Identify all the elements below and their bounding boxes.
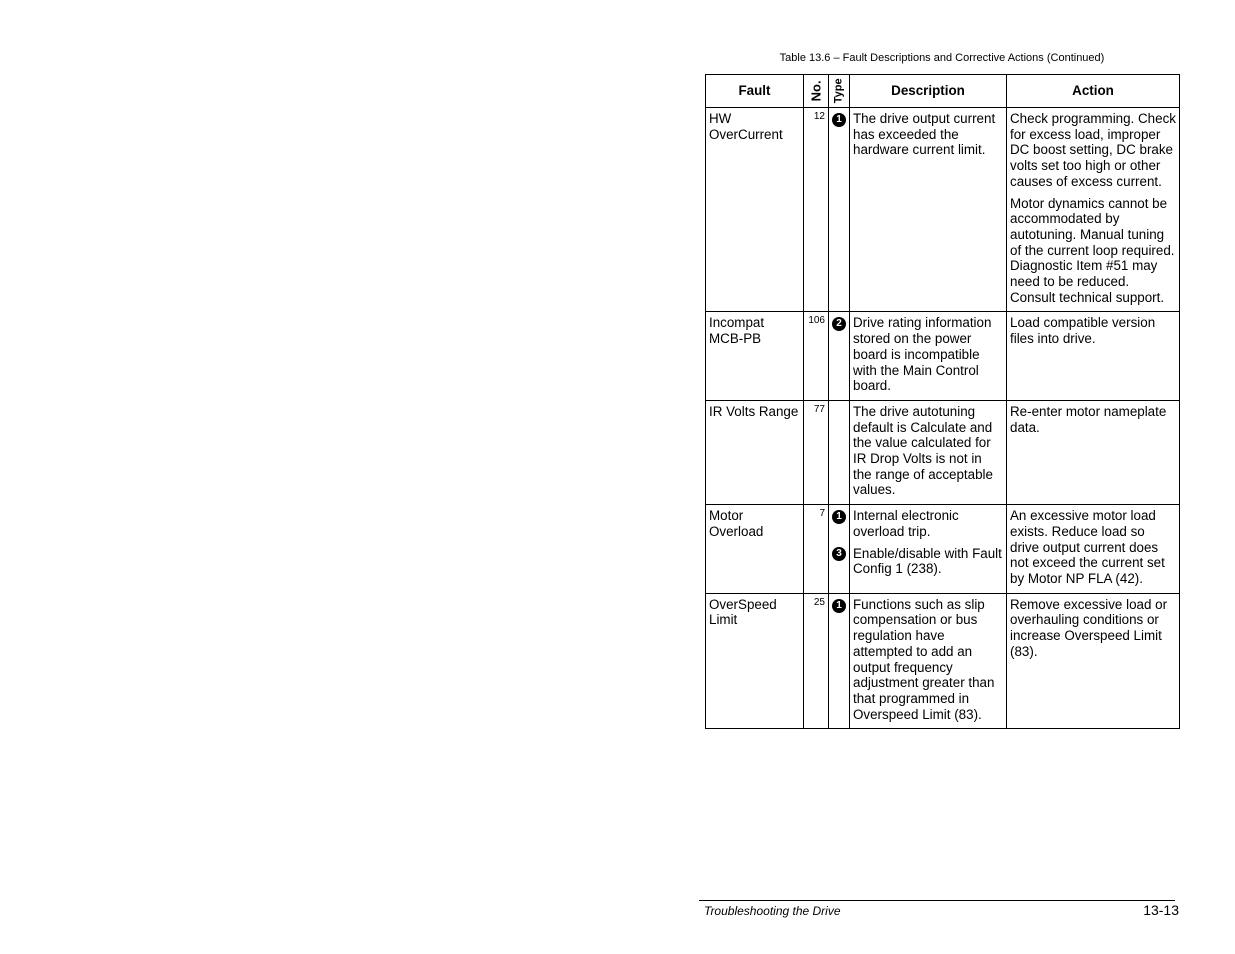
- fault-action: [1007, 312, 1180, 401]
- description-paragraph: Functions such as slip compensation or bus regulation have attempted to add an output frequency adjustment greater than that programmed in Overspeed Limit (83).: [853, 596, 995, 722]
- action-paragraph: An excessive motor load exists. Reduce load so drive output current does not exceed the current set by Motor NP FLA (42).: [1010, 508, 1165, 586]
- fault-description: [850, 593, 1007, 729]
- fault-type-badge-icon: 1: [832, 113, 846, 127]
- fault-name: HW OverCurrent: [706, 108, 804, 312]
- fault-type-badge-icon: 3: [832, 547, 846, 561]
- fault-type-badge-icon: 1: [832, 510, 846, 524]
- fault-number: 7: [804, 505, 829, 594]
- table-row: [706, 593, 1180, 729]
- fault-type: [829, 108, 850, 312]
- table-header-row: [706, 75, 1180, 108]
- table-caption: Table 13.6 – Fault Descriptions and Corrective Actions (Continued): [779, 52, 1105, 64]
- column-header-description: Description: [850, 75, 1007, 108]
- action-paragraph: Remove excessive load or overhauling conditions or increase Overspeed Limit (83).: [1010, 596, 1168, 659]
- table-body: [706, 108, 1180, 729]
- table-row: [706, 505, 1180, 594]
- fault-action: [1007, 400, 1180, 504]
- column-header-no-label: No.: [808, 80, 824, 102]
- fault-type-badge-icon: 2: [832, 317, 846, 331]
- fault-action: [1007, 108, 1180, 312]
- fault-type-badge-icon: 1: [832, 599, 846, 613]
- table-row: [706, 108, 1180, 312]
- action-paragraph: Check programming. Check for excess load, improper DC boost setting, DC brake volts set too high or other causes of excess current.: [1010, 111, 1176, 189]
- table-row: [706, 400, 1180, 504]
- fault-description: [850, 505, 1007, 594]
- description-paragraph: Drive rating information stored on the power board is incompatible with the Main Control board.: [853, 315, 992, 394]
- footer-page-number: 13-13: [1143, 902, 1179, 918]
- fault-type: [829, 400, 850, 504]
- fault-description: [850, 108, 1007, 312]
- description-paragraph: Enable/disable with Fault Config 1 (238).: [853, 545, 1002, 577]
- action-paragraph: Motor dynamics cannot be accommodated by autotuning. Manual tuning of the current loop required. Diagnostic Item #51 may need to be reduced. Consult technical support.: [1010, 195, 1175, 305]
- fault-name: IR Volts Range: [706, 400, 804, 504]
- fault-type: [829, 312, 850, 401]
- fault-number: 77: [804, 400, 829, 504]
- footer-divider: [699, 900, 1175, 901]
- fault-description: [850, 312, 1007, 401]
- fault-action: [1007, 505, 1180, 594]
- fault-description: [850, 400, 1007, 504]
- description-paragraph: Internal electronic overload trip.: [853, 508, 959, 539]
- fault-number: 106: [804, 312, 829, 401]
- fault-type: [829, 593, 850, 729]
- fault-number: 25: [804, 593, 829, 729]
- description-paragraph: The drive output current has exceeded the hardware current limit.: [853, 111, 996, 158]
- column-header-action: Action: [1007, 75, 1180, 108]
- action-paragraph: Load compatible version files into drive.: [1010, 315, 1156, 347]
- column-header-type-label: Type: [832, 78, 845, 104]
- fault-name: OverSpeed Limit: [706, 593, 804, 729]
- footer-section-title: Troubleshooting the Drive: [704, 904, 841, 918]
- fault-name: Motor Overload: [706, 505, 804, 594]
- column-header-type: [829, 75, 850, 108]
- column-header-fault: Fault: [706, 75, 804, 108]
- fault-action: [1007, 593, 1180, 729]
- fault-type: [829, 505, 850, 594]
- fault-name: Incompat MCB-PB: [706, 312, 804, 401]
- description-paragraph: The drive autotuning default is Calculate and the value calculated for IR Drop Volts is not in the range of acceptable values.: [853, 403, 993, 498]
- column-header-no: [804, 75, 829, 108]
- table-row: [706, 312, 1180, 401]
- fault-number: 12: [804, 108, 829, 312]
- fault-table: [705, 74, 1180, 729]
- action-paragraph: Re-enter motor nameplate data.: [1010, 403, 1167, 435]
